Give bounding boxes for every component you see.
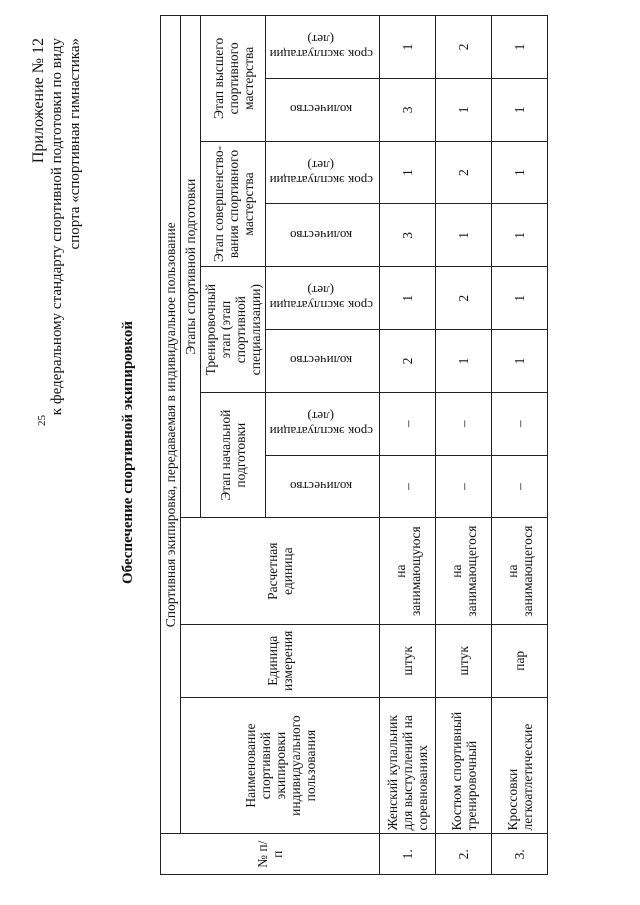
row-value: 1: [436, 204, 492, 267]
row-calc: на занимающуюся: [380, 518, 436, 624]
annex-header: [30, 38, 84, 498]
row-num: 1.: [380, 834, 436, 875]
row-name: Костюм спортивный тренировочный: [436, 697, 492, 834]
row-value: –: [492, 392, 548, 455]
header-name: Наименование спортивной экипировки индивидуального пользования: [181, 697, 380, 834]
row-value: –: [436, 392, 492, 455]
header-unit: Единица измерения: [181, 624, 380, 697]
row-value: 1: [380, 141, 436, 204]
sub-qty-4: [266, 78, 380, 141]
annex-line-3: спорта «спортивная гимнастика»: [67, 38, 83, 250]
equipment-table: [160, 15, 548, 875]
row-value: 3: [380, 78, 436, 141]
header-stage-4: Этап высшего спортивного мастерства: [201, 16, 266, 142]
page-number: 25: [36, 415, 48, 426]
row-unit: штук: [436, 624, 492, 697]
row-value: 2: [436, 141, 492, 204]
header-stages: Этапы спортивной подготовки: [181, 16, 201, 518]
table-row: [380, 16, 436, 875]
sub-qty-3: [266, 204, 380, 267]
sub-term-4: [266, 16, 380, 79]
row-name: Женский купальник для выступлений на соревнованиях: [380, 697, 436, 834]
sub-term-1: [266, 392, 380, 455]
row-unit: пар: [492, 624, 548, 697]
row-value: 2: [380, 330, 436, 393]
row-value: 1: [436, 78, 492, 141]
row-name: Кроссовки легкоатлетические: [492, 697, 548, 834]
header-equipment: Спортивная экипировка, передаваемая в индивидуальное пользование: [161, 16, 181, 834]
row-value: –: [380, 455, 436, 518]
sub-qty-1: [266, 455, 380, 518]
header-calc-unit: Расчетная единица: [181, 518, 380, 624]
row-value: 1: [492, 78, 548, 141]
header-num: № п/п: [161, 834, 380, 875]
sub-term-2-label: срок эксплуатации (лет): [269, 283, 373, 314]
row-value: 1: [492, 267, 548, 330]
row-value: 1: [492, 141, 548, 204]
header-stage-2: Тренировочный этап (этап спортивной специализации): [201, 267, 266, 393]
row-value: 1: [380, 16, 436, 79]
row-value: –: [492, 455, 548, 518]
row-num: 3.: [492, 834, 548, 875]
table-row: [492, 16, 548, 875]
row-value: 2: [436, 267, 492, 330]
document-title: Обеспечение спортивной экипировкой: [120, 321, 136, 585]
row-num: 2.: [436, 834, 492, 875]
row-value: 1: [492, 330, 548, 393]
row-value: 1: [492, 16, 548, 79]
row-value: 3: [380, 204, 436, 267]
row-value: –: [436, 455, 492, 518]
row-value: 1: [436, 330, 492, 393]
row-calc: на занимающегося: [492, 518, 548, 624]
row-unit: штук: [380, 624, 436, 697]
sub-term-2: [266, 267, 380, 330]
sub-qty-3-label: количество: [289, 227, 353, 243]
table-row: [436, 16, 492, 875]
sub-term-1-label: срок эксплуатации (лет): [269, 408, 373, 439]
row-value: 2: [436, 16, 492, 79]
sub-term-3: [266, 141, 380, 204]
annex-line-2: к федеральному стандарту спортивной подготовки по виду: [49, 38, 65, 416]
sub-term-4-label: срок эксплуатации (лет): [269, 31, 373, 62]
header-stage-3: Этап совершенство-вания спортивного мастерства: [201, 141, 266, 267]
sub-qty-2: [266, 330, 380, 393]
sub-qty-4-label: количество: [289, 102, 353, 118]
row-value: 1: [492, 204, 548, 267]
annex-title: Приложение № 12: [30, 38, 47, 164]
row-calc: на занимающегося: [436, 518, 492, 624]
row-value: –: [380, 392, 436, 455]
row-value: 1: [380, 267, 436, 330]
sub-qty-1-label: количество: [289, 479, 353, 495]
sub-qty-2-label: количество: [289, 353, 353, 369]
sub-term-3-label: срок эксплуатации (лет): [269, 157, 373, 188]
header-stage-1: Этап начальной подготовки: [201, 392, 266, 518]
